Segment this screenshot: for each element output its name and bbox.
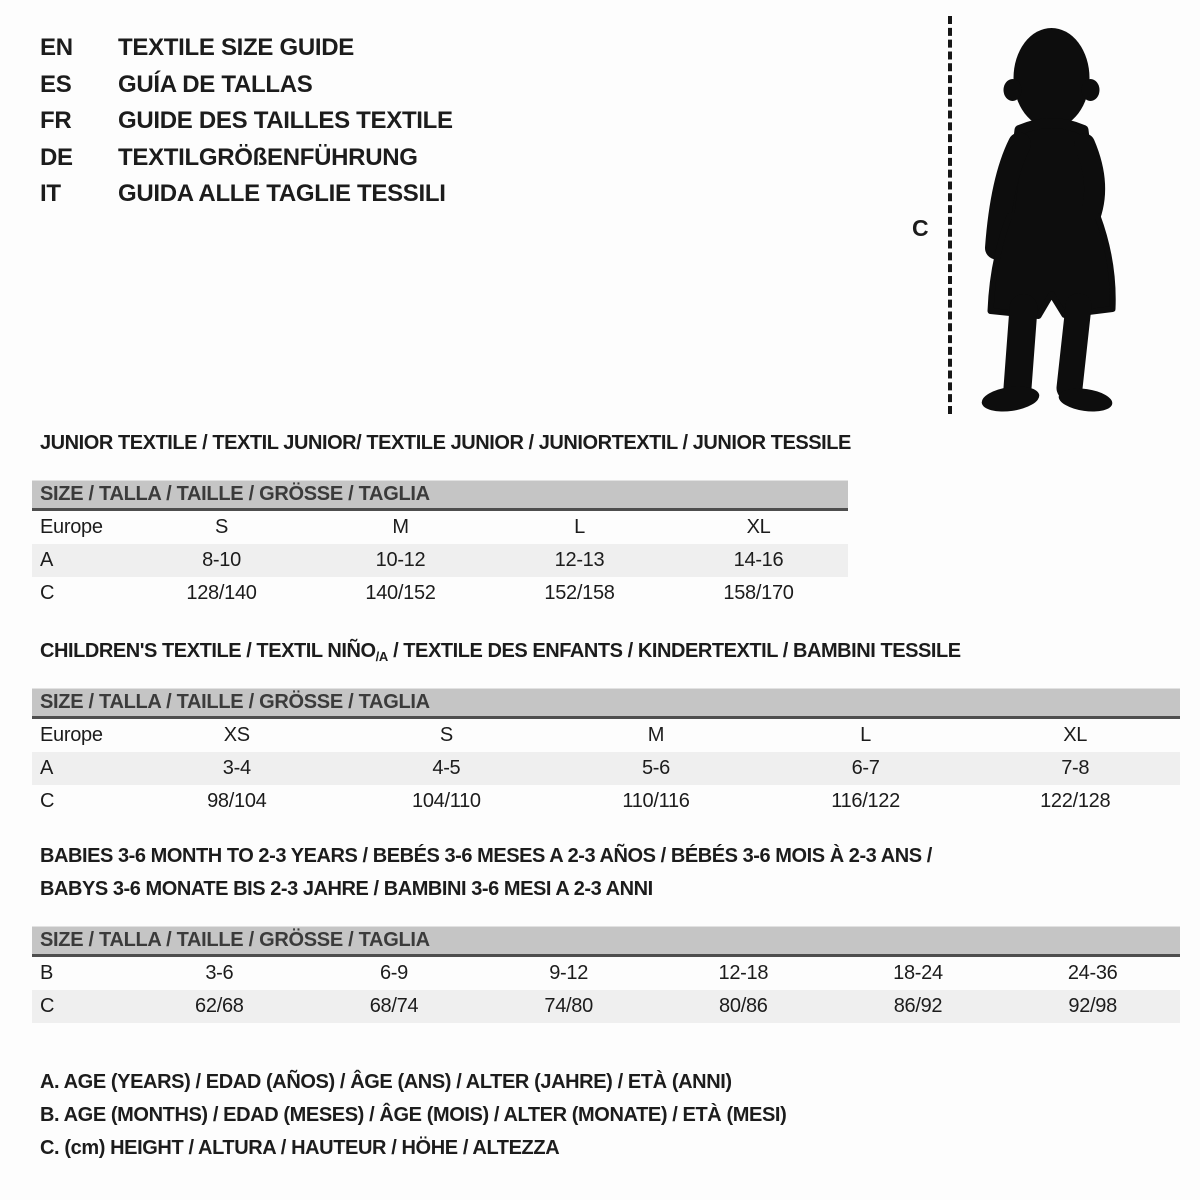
- babies-row-months: [32, 957, 1180, 990]
- language-row-fr: [40, 103, 453, 140]
- height-cell: 110/116: [622, 790, 690, 812]
- height-cell: 116/122: [831, 790, 900, 812]
- size-cell: M: [392, 516, 409, 538]
- row-label: C: [40, 790, 55, 812]
- babies-row-height: [32, 990, 1180, 1023]
- age-cell: 10-12: [375, 549, 426, 571]
- footnote-age-months: B. AGE (MONTHS) / EDAD (MESES) / ÂGE (MOIS) / ALTER (MONATE) / ETÀ (MESI): [40, 1104, 787, 1126]
- children-row-height: [32, 785, 1180, 818]
- junior-section-title: JUNIOR TEXTILE / TEXTIL JUNIOR/ TEXTILE JUNIOR / JUNIORTEXTIL / JUNIOR TESSILE: [40, 432, 851, 454]
- language-label: GUÍA DE TALLAS: [118, 70, 313, 98]
- junior-table-header: SIZE / TALLA / TAILLE / GRÖSSE / TAGLIA: [32, 480, 848, 511]
- junior-size-table: [32, 480, 848, 610]
- junior-row-height: [32, 577, 848, 610]
- height-measure-dashed-line: [948, 16, 952, 414]
- age-cell: 6-7: [851, 757, 880, 779]
- children-title-pre: CHILDREN'S TEXTILE / TEXTIL NIÑO: [40, 640, 376, 662]
- footnotes: [40, 1066, 786, 1165]
- months-cell: 6-9: [379, 962, 408, 984]
- children-title-post: / TEXTILE DES ENFANTS / KINDERTEXTIL / BAMBINI TESSILE: [387, 640, 961, 662]
- row-label: A: [40, 549, 54, 571]
- children-title-subscript: /A: [375, 649, 388, 664]
- months-cell: 12-18: [718, 962, 769, 984]
- language-row-en: [40, 30, 453, 67]
- age-cell: 3-4: [222, 757, 251, 779]
- height-cell: 128/140: [186, 582, 257, 604]
- junior-row-europe: [32, 511, 848, 544]
- height-cell: 140/152: [365, 582, 436, 604]
- language-code: IT: [40, 180, 61, 207]
- children-table-header: SIZE / TALLA / TAILLE / GRÖSSE / TAGLIA: [32, 688, 1180, 719]
- age-cell: 7-8: [1061, 757, 1090, 779]
- height-cell: 62/68: [195, 995, 244, 1017]
- height-cell: 152/158: [544, 582, 615, 604]
- height-cell: 92/98: [1068, 995, 1117, 1017]
- age-cell: 14-16: [733, 549, 784, 571]
- language-row-es: [40, 67, 453, 104]
- months-cell: 9-12: [549, 962, 589, 984]
- language-row-it: [40, 176, 453, 213]
- language-label: GUIDA ALLE TAGLIE TESSILI: [118, 180, 446, 207]
- size-cell: XS: [223, 724, 250, 746]
- babies-section-title: [40, 840, 932, 906]
- height-cell: 86/92: [893, 995, 943, 1017]
- months-cell: 24-36: [1067, 962, 1118, 984]
- height-cell: 158/170: [723, 582, 794, 604]
- children-section-title: [40, 640, 961, 664]
- height-cell: 74/80: [544, 995, 593, 1017]
- row-label: Europe: [40, 724, 103, 746]
- height-cell: 68/74: [369, 995, 419, 1017]
- row-label: B: [40, 962, 54, 984]
- footnote-height-cm: C. (cm) HEIGHT / ALTURA / HAUTEUR / HÖHE / ALTEZZA: [40, 1137, 560, 1159]
- children-row-europe: [32, 719, 1180, 752]
- size-cell: L: [860, 724, 871, 746]
- months-cell: 18-24: [893, 962, 943, 984]
- size-cell: L: [574, 516, 585, 538]
- age-cell: 5-6: [641, 757, 670, 779]
- row-label: C: [40, 995, 55, 1017]
- babies-title-line1: BABIES 3-6 MONTH TO 2-3 YEARS / BEBÉS 3-6 MESES A 2-3 AÑOS / BÉBÉS 3-6 MOIS À 2-3 ANS /: [40, 845, 932, 867]
- height-cell: 80/86: [719, 995, 768, 1017]
- junior-row-age: [32, 544, 848, 577]
- months-cell: 3-6: [205, 962, 234, 984]
- babies-title-line2: BABYS 3-6 MONATE BIS 2-3 JAHRE / BAMBINI 3-6 MESI A 2-3 ANNI: [40, 878, 653, 900]
- height-measure-label: C: [912, 215, 929, 241]
- children-size-table: [32, 688, 1180, 818]
- age-cell: 4-5: [432, 757, 461, 779]
- language-code: ES: [40, 70, 72, 98]
- height-cell: 98/104: [207, 790, 267, 812]
- row-label: Europe: [40, 516, 103, 538]
- babies-size-table: [32, 926, 1180, 1023]
- size-cell: XL: [1063, 724, 1088, 746]
- language-label: TEXTILGRÖßENFÜHRUNG: [118, 143, 418, 171]
- children-row-age: [32, 752, 1180, 785]
- baby-silhouette-icon: [960, 18, 1142, 418]
- row-label: C: [40, 582, 55, 604]
- language-list: [40, 30, 453, 213]
- age-cell: 8-10: [202, 549, 241, 571]
- age-cell: 12-13: [554, 549, 605, 571]
- language-row-de: [40, 140, 453, 177]
- footnote-age-years: A. AGE (YEARS) / EDAD (AÑOS) / ÂGE (ANS) / ALTER (JAHRE) / ETÀ (ANNI): [40, 1071, 732, 1093]
- babies-table-header: SIZE / TALLA / TAILLE / GRÖSSE / TAGLIA: [32, 926, 1180, 957]
- size-cell: M: [647, 724, 665, 746]
- size-cell: XL: [746, 516, 771, 538]
- language-label: TEXTILE SIZE GUIDE: [118, 34, 354, 61]
- language-code: DE: [40, 143, 73, 171]
- language-code: EN: [40, 34, 73, 61]
- language-label: GUIDE DES TAILLES TEXTILE: [118, 107, 453, 134]
- height-cell: 122/128: [1040, 790, 1111, 812]
- size-cell: S: [214, 516, 229, 538]
- size-cell: S: [439, 724, 453, 746]
- height-cell: 104/110: [412, 790, 481, 812]
- row-label: A: [40, 757, 54, 779]
- language-code: FR: [40, 107, 72, 134]
